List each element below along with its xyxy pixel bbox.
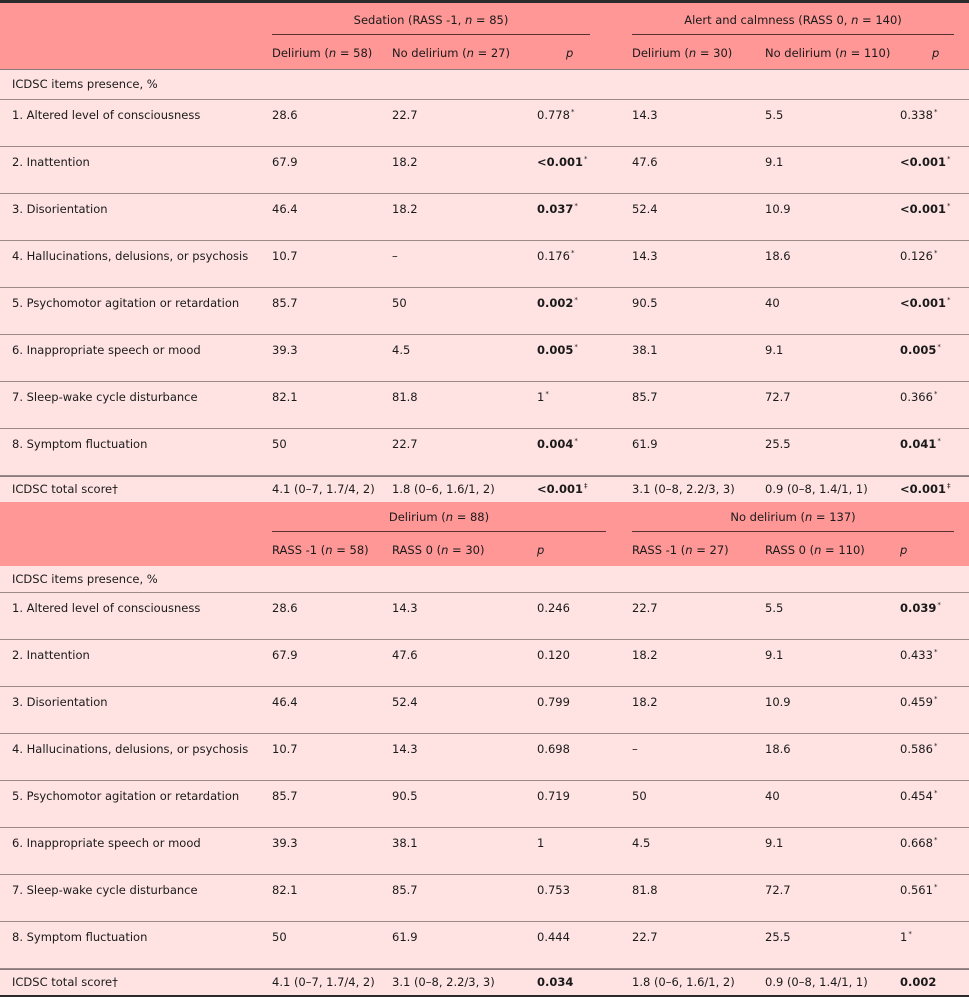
- p-value: 0.002*: [537, 296, 578, 310]
- value-cell: 61.9: [632, 437, 658, 451]
- row-label: 4. Hallucinations, delusions, or psychosis: [12, 249, 249, 263]
- value-cell: 81.8: [392, 390, 418, 404]
- row-label: 7. Sleep-wake cycle disturbance: [12, 390, 198, 404]
- table-row: [0, 828, 969, 875]
- table-row: [0, 734, 969, 781]
- value-cell: 52.4: [392, 695, 418, 709]
- value-cell: 14.3: [632, 108, 658, 122]
- row-label: 2. Inattention: [12, 155, 90, 169]
- value-cell: 22.7: [392, 108, 418, 122]
- subheader-p-value: p: [566, 46, 574, 60]
- subheader-rass-0: RASS 0 (n = 30): [392, 543, 485, 557]
- p-value: <0.001*: [900, 202, 951, 216]
- section-delirium-groups: [0, 502, 969, 995]
- value-cell: 9.1: [765, 343, 784, 357]
- row-label: ICDSC total score†: [12, 975, 118, 989]
- value-cell: 85.7: [632, 390, 658, 404]
- table-row: [0, 100, 969, 147]
- row-label: 6. Inappropriate speech or mood: [12, 343, 201, 357]
- value-cell: 40: [765, 296, 780, 310]
- subheader-p-value: p: [900, 543, 908, 557]
- p-value: 0.002: [900, 975, 937, 989]
- p-value: 0.459*: [900, 695, 938, 709]
- subheader-rass-minus1: RASS -1 (n = 27): [632, 543, 729, 557]
- p-value: 0.004*: [537, 437, 578, 451]
- value-cell: 90.5: [632, 296, 658, 310]
- p-value: 0.586*: [900, 742, 938, 756]
- value-cell: 39.3: [272, 836, 298, 850]
- p-value: 1*: [900, 930, 912, 944]
- value-cell: 18.2: [392, 155, 418, 169]
- value-cell: 67.9: [272, 155, 298, 169]
- p-value: 0.366*: [900, 390, 938, 404]
- value-cell: 14.3: [632, 249, 658, 263]
- table-row: [0, 781, 969, 828]
- group-header-sedation: Sedation (RASS -1, n = 85): [272, 3, 590, 37]
- p-value: 0.176*: [537, 249, 575, 263]
- row-label: 7. Sleep-wake cycle disturbance: [12, 883, 198, 897]
- value-cell: –: [392, 249, 398, 263]
- value-cell: 50: [632, 789, 647, 803]
- value-cell: 46.4: [272, 202, 298, 216]
- p-value: 0.698: [537, 742, 570, 756]
- value-cell: 9.1: [765, 648, 784, 662]
- row-label: 5. Psychomotor agitation or retardation: [12, 789, 240, 803]
- row-label: 1. Altered level of consciousness: [12, 601, 201, 615]
- value-cell: 50: [272, 930, 287, 944]
- value-cell: 72.7: [765, 883, 791, 897]
- p-value: 0.433*: [900, 648, 938, 662]
- value-cell: 40: [765, 789, 780, 803]
- value-cell: 46.4: [272, 695, 298, 709]
- value-cell: 22.7: [632, 601, 658, 615]
- value-cell: 18.6: [765, 742, 791, 756]
- value-cell: 10.7: [272, 742, 298, 756]
- row-label: ICDSC total score†: [12, 482, 118, 496]
- p-value: 0.561*: [900, 883, 938, 897]
- value-cell: 18.6: [765, 249, 791, 263]
- total-score-row: ICDSC total score† 4.1 (0–7, 1.7/4, 2) 3.1 (0–8, 2.2/3, 3) 0.034 1.8 (0–6, 1.6/1, 2) 0.9 (0–8, 1.4/1, 1) 0.002: [0, 969, 969, 995]
- value-cell: 72.7: [765, 390, 791, 404]
- p-value: 0.338*: [900, 108, 938, 122]
- p-value: 0.753: [537, 883, 570, 897]
- row-label: 1. Altered level of consciousness: [12, 108, 201, 122]
- group-header-no-delirium: No delirium (n = 137): [632, 502, 954, 534]
- p-value: 0.041*: [900, 437, 941, 451]
- table-row: [0, 875, 969, 922]
- p-value: 0.034: [537, 975, 574, 989]
- table-row: [0, 288, 969, 335]
- section-rass-groups: [0, 3, 969, 502]
- row-label: 8. Symptom fluctuation: [12, 930, 148, 944]
- subheader-rass-minus1: RASS -1 (n = 58): [272, 543, 369, 557]
- p-value: 0.037*: [537, 202, 578, 216]
- subheader-rass-0: RASS 0 (n = 110): [765, 543, 865, 557]
- value-cell: 5.5: [765, 108, 784, 122]
- p-value: 0.126*: [900, 249, 938, 263]
- value-cell: 52.4: [632, 202, 658, 216]
- table-row: [0, 687, 969, 734]
- p-value: 0.668*: [900, 836, 938, 850]
- table-row: [0, 382, 969, 429]
- category-row: [0, 69, 969, 100]
- value-cell: 85.7: [272, 789, 298, 803]
- row-label: 4. Hallucinations, delusions, or psychosis: [12, 742, 249, 756]
- subheader-p-value: p: [932, 46, 940, 60]
- group-rule: [272, 34, 590, 35]
- subheader-no-delirium: No delirium (n = 110): [765, 46, 891, 60]
- value-cell: 14.3: [392, 742, 418, 756]
- row-label: 3. Disorientation: [12, 202, 108, 216]
- value-cell: 90.5: [392, 789, 418, 803]
- value-cell: 85.7: [272, 296, 298, 310]
- value-cell: 18.2: [632, 695, 658, 709]
- value-cell: 82.1: [272, 883, 298, 897]
- p-value: 0.005*: [537, 343, 578, 357]
- value-cell: 10.9: [765, 695, 791, 709]
- value-cell: 4.5: [392, 343, 411, 357]
- table-row: [0, 429, 969, 476]
- value-cell: 39.3: [272, 343, 298, 357]
- category-row: [0, 566, 969, 593]
- table-row: [0, 922, 969, 969]
- subheader-p-value: p: [537, 543, 545, 557]
- subheader-no-delirium: No delirium (n = 27): [392, 46, 510, 60]
- value-cell: 50: [392, 296, 407, 310]
- row-label: 6. Inappropriate speech or mood: [12, 836, 201, 850]
- p-value: 0.444: [537, 930, 570, 944]
- value-cell: 9.1: [765, 155, 784, 169]
- p-value: 0.120: [537, 648, 570, 662]
- subheader-delirium: Delirium (n = 30): [632, 46, 733, 60]
- p-value: 0.454*: [900, 789, 938, 803]
- section1-header: [0, 3, 969, 69]
- table-row: [0, 593, 969, 640]
- p-value: <0.001*: [537, 155, 588, 169]
- value-cell: 28.6: [272, 601, 298, 615]
- value-cell: 25.5: [765, 930, 791, 944]
- p-value: 0.005*: [900, 343, 941, 357]
- value-cell: 22.7: [392, 437, 418, 451]
- table-row: [0, 147, 969, 194]
- value-cell: 61.9: [392, 930, 418, 944]
- value-cell: 18.2: [392, 202, 418, 216]
- value-cell: 67.9: [272, 648, 298, 662]
- p-value: 1*: [537, 390, 549, 404]
- group-rule: [632, 34, 954, 35]
- category-label: ICDSC items presence, %: [12, 572, 158, 586]
- row-label: 3. Disorientation: [12, 695, 108, 709]
- p-value: <0.001‡: [900, 482, 951, 496]
- table-row: [0, 640, 969, 687]
- table-row: [0, 194, 969, 241]
- group-header-alert-calmness: Alert and calmness (RASS 0, n = 140): [632, 3, 954, 37]
- value-cell: 5.5: [765, 601, 784, 615]
- p-value: <0.001*: [900, 155, 951, 169]
- value-cell: 10.9: [765, 202, 791, 216]
- row-label: 8. Symptom fluctuation: [12, 437, 148, 451]
- group-header-delirium: Delirium (n = 88): [272, 502, 606, 534]
- category-label: ICDSC items presence, %: [12, 77, 158, 91]
- group-rule: [632, 531, 954, 532]
- value-cell: 28.6: [272, 108, 298, 122]
- p-value: <0.001*: [900, 296, 951, 310]
- value-cell: 82.1: [272, 390, 298, 404]
- value-cell: 47.6: [632, 155, 658, 169]
- group-rule: [272, 531, 606, 532]
- value-cell: 47.6: [392, 648, 418, 662]
- table-row: [0, 335, 969, 382]
- p-value: 0.719: [537, 789, 570, 803]
- value-cell: –: [632, 742, 638, 756]
- value-cell: 18.2: [632, 648, 658, 662]
- p-value: 0.246: [537, 601, 570, 615]
- value-cell: 25.5: [765, 437, 791, 451]
- p-value: 1: [537, 836, 545, 850]
- value-cell: 38.1: [632, 343, 658, 357]
- value-cell: 38.1: [392, 836, 418, 850]
- value-cell: 22.7: [632, 930, 658, 944]
- value-cell: 4.5: [632, 836, 651, 850]
- total-score-row: ICDSC total score† 4.1 (0–7, 1.7/4, 2) 1.8 (0–6, 1.6/1, 2) <0.001‡ 3.1 (0–8, 2.2/3, 3) 0.9 (0–8, 1.4/1, 1) <0.001‡: [0, 476, 969, 502]
- value-cell: 9.1: [765, 836, 784, 850]
- row-label: 2. Inattention: [12, 648, 90, 662]
- row-label: 5. Psychomotor agitation or retardation: [12, 296, 240, 310]
- value-cell: 81.8: [632, 883, 658, 897]
- value-cell: 50: [272, 437, 287, 451]
- p-value: 0.778*: [537, 108, 575, 122]
- p-value: <0.001‡: [537, 482, 588, 496]
- p-value: 0.039*: [900, 601, 941, 615]
- value-cell: 85.7: [392, 883, 418, 897]
- table-row: [0, 241, 969, 288]
- p-value: 0.799: [537, 695, 570, 709]
- value-cell: 10.7: [272, 249, 298, 263]
- subheader-delirium: Delirium (n = 58): [272, 46, 373, 60]
- value-cell: 14.3: [392, 601, 418, 615]
- section2-header: [0, 502, 969, 566]
